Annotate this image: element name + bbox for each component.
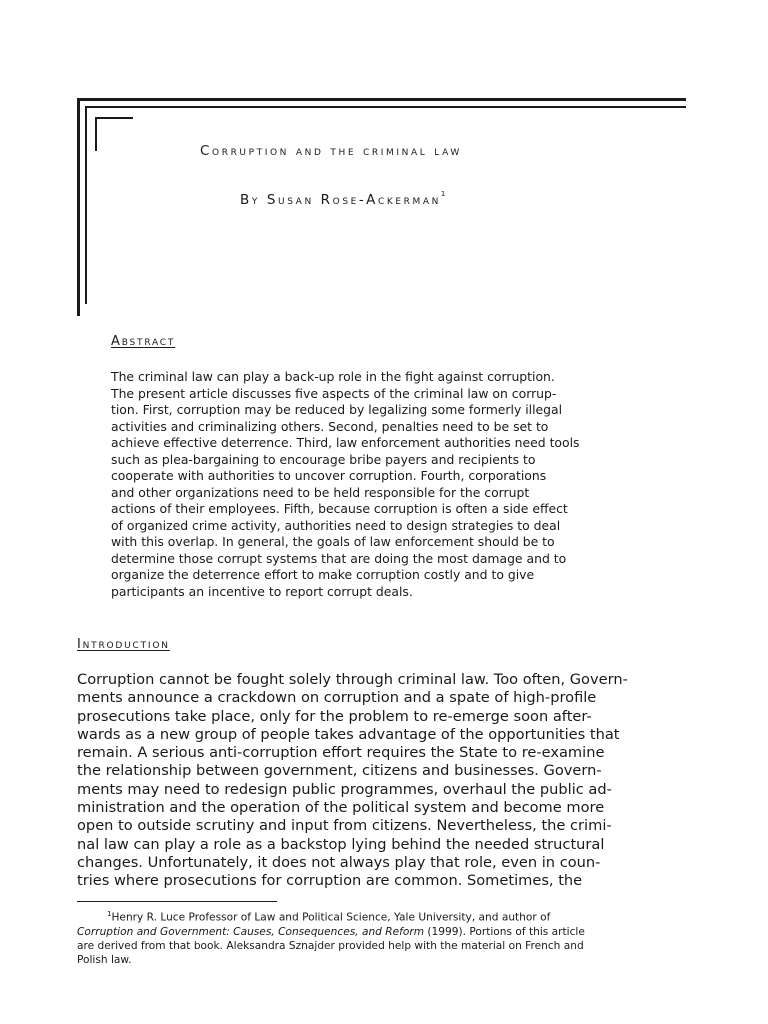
- introduction-line: ministration and the operation of the political system and become more: [77, 799, 605, 817]
- introduction-line: remain. A serious anti-corruption effort requires the State to re-examine: [77, 744, 605, 762]
- abstract-line: actions of their employees. Fifth, because corruption is often a side effect: [111, 501, 568, 516]
- article-title: Corruption and the criminal law: [200, 143, 462, 159]
- introduction-line: changes. Unfortunately, it does not always play that role, even in coun-: [77, 853, 601, 871]
- abstract-line: such as plea-bargaining to encourage bribe payers and recipients to: [111, 451, 536, 467]
- frame-corner-vertical: [95, 117, 97, 151]
- abstract-line: participants an incentive to report corrupt deals.: [111, 583, 413, 599]
- abstract-body: [111, 369, 657, 600]
- frame-outer-vertical: [77, 98, 80, 316]
- abstract-line: with this overlap. In general, the goals of law enforcement should be to: [111, 534, 555, 549]
- introduction-line: wards as a new group of people takes advantage of the opportunities that: [77, 725, 620, 743]
- footnote: [77, 907, 689, 967]
- introduction-heading: Introduction: [77, 637, 170, 652]
- abstract-line: cooperate with authorities to uncover corruption. Fourth, corporations: [111, 468, 547, 483]
- footnote-line: are derived from that book. Aleksandra Sznajder provided help with the material on French and: [77, 939, 584, 952]
- introduction-body: [77, 671, 689, 891]
- abstract-line: The present article discusses five aspects of the criminal law on corrup-: [111, 385, 557, 401]
- footnote-text: (1999). Portions of this article: [424, 925, 585, 938]
- article-byline: [240, 192, 445, 208]
- footnote-text: Henry R. Luce Professor of Law and Political Science, Yale University, and author of: [111, 911, 551, 924]
- footnote-mark: 1: [107, 910, 112, 918]
- footnote-line: Polish law.: [77, 953, 132, 966]
- abstract-line: activities and criminalizing others. Second, penalties need to be set to: [111, 418, 549, 434]
- abstract-heading: Abstract: [111, 334, 176, 349]
- frame-inner-horizontal: [85, 106, 686, 108]
- introduction-line: ments may need to redesign public programmes, overhaul the public ad-: [77, 780, 612, 798]
- footnote-separator: [77, 901, 277, 902]
- byline-footnote-mark[interactable]: 1: [440, 190, 446, 198]
- introduction-line: Corruption cannot be fought solely through criminal law. Too often, Govern-: [77, 671, 628, 688]
- introduction-line: prosecutions take place, only for the problem to re-emerge soon after-: [77, 707, 592, 725]
- frame-outer-horizontal: [77, 98, 686, 101]
- frame-corner-horizontal: [95, 117, 133, 119]
- introduction-line: ments announce a crackdown on corruption and a spate of high-profile: [77, 689, 597, 707]
- abstract-line: tion. First, corruption may be reduced by legalizing some formerly illegal: [111, 402, 563, 417]
- byline-text: By Susan Rose-Ackerman: [240, 192, 441, 208]
- introduction-line: the relationship between government, citizens and businesses. Govern-: [77, 762, 602, 780]
- footnote-line: [77, 907, 689, 925]
- abstract-line: The criminal law can play a back-up role in the fight against corruption.: [111, 369, 555, 384]
- abstract-line: of organized crime activity, authorities need to design strategies to deal: [111, 517, 561, 533]
- abstract-line: achieve effective deterrence. Third, law enforcement authorities need tools: [111, 435, 580, 450]
- abstract-line: organize the deterrence effort to make corruption costly and to give: [111, 567, 535, 582]
- introduction-line: tries where prosecutions for corruption are common. Sometimes, the: [77, 872, 583, 890]
- abstract-line: and other organizations need to be held responsible for the corrupt: [111, 484, 530, 500]
- introduction-line: open to outside scrutiny and input from citizens. Nevertheless, the crimi-: [77, 817, 612, 835]
- abstract-line: determine those corrupt systems that are doing the most damage and to: [111, 550, 567, 566]
- frame-inner-vertical: [85, 106, 87, 304]
- footnote-line: [77, 925, 689, 939]
- introduction-line: nal law can play a role as a backstop lying behind the needed structural: [77, 835, 605, 853]
- footnote-book-title: Corruption and Government: Causes, Consequences, and Reform: [77, 925, 425, 938]
